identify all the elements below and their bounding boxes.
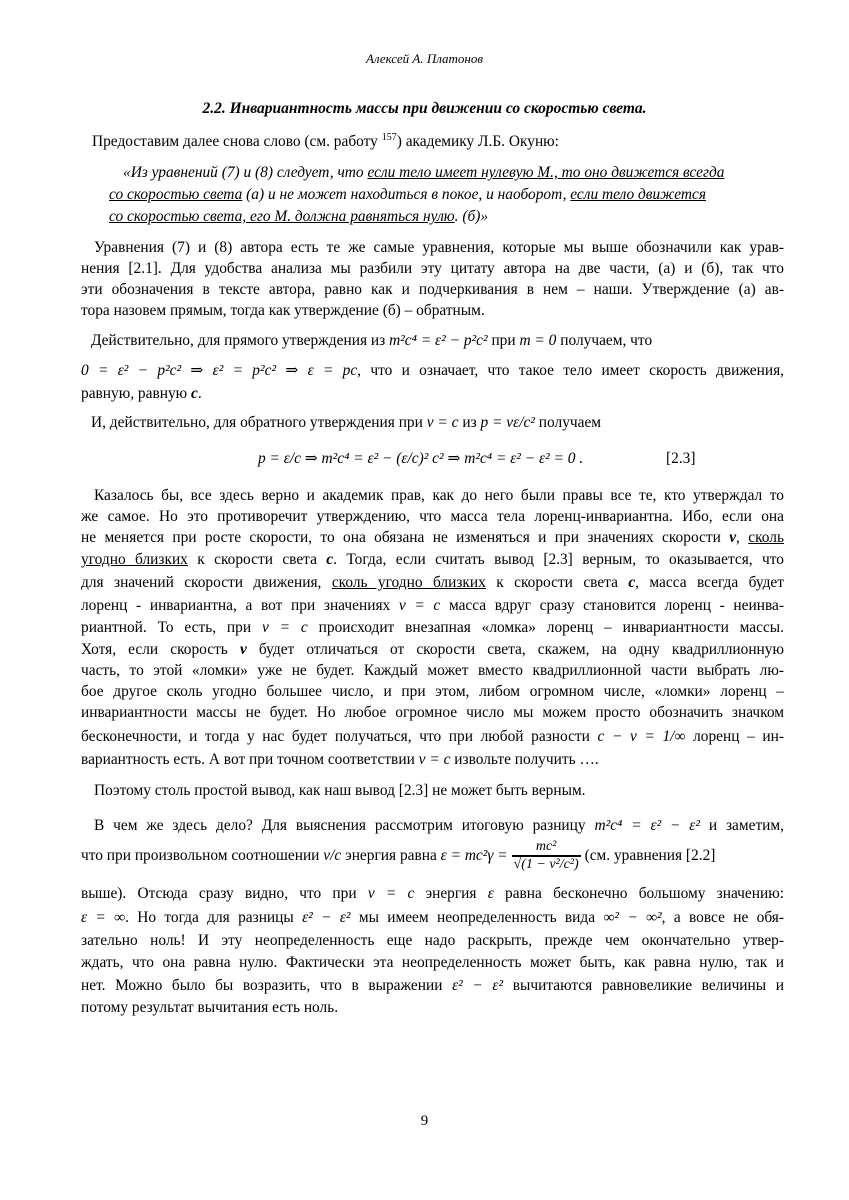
paragraph-5-line-11: инвариантности массы не будет. Но любое огромное число мы можем просто обозначить значком [81, 704, 784, 721]
paragraph-2-line-4: тора назовем прямым, тогда как утверждение (б) – обратным. [81, 302, 485, 319]
paragraph-7-line-7: нет. Можно было бы возразить, что в выражении ε² − ε² вычитаются равновеликие величины и [81, 977, 784, 994]
paragraph-7-line-3: выше). Отсюда сразу видно, что при v = c энергия ε равна бесконечно большому значению: [81, 885, 784, 902]
paragraph-2-line-3: эти обозначения в тексте автора, равно как и подчеркивания в нем – наши. Утверждение (а) ав- [81, 281, 784, 298]
running-header: Алексей А. Платонов [365, 51, 484, 66]
equation-number: [2.3] [666, 450, 696, 467]
reference-superscript: 157 [381, 131, 397, 143]
equation-momentum: p = vε/c² [480, 414, 535, 431]
paragraph-5-line-9: часть, то этой «ломки» уже не будет. Каждый может вместо квадриллионной части выбрать лю- [81, 662, 784, 679]
paragraph-2-line-2: нения [2.1]. Для удобства анализа мы разбили эту цитату автора на две части, (а) и (б), так что [81, 260, 784, 277]
section-title: 2.2. Инвариантность массы при движении со скоростью света. [202, 100, 647, 117]
paragraph-5-line-12: бесконечности, и тогда у нас будет получаться, что при любой разности c − v = 1/∞ лоренц – ин- [81, 728, 784, 745]
equation-energy-momentum: m²c⁴ = ε² − p²c² [389, 332, 488, 349]
paragraph-7-line-2: что при произвольном соотношении v/c энергия равна ε = mc²γ = $\frac{\text{mc²}}{\text{√(1 − v²/c²)}}$ (см. уравнения [2.2] [81, 839, 716, 873]
paragraph-5-line-10: бое другое сколь угодно большее число, и при этом, либом огромном числе, «ломки» лоренц – [81, 683, 784, 700]
quote-line-1: «Из уравнений (7) и (8) следует, что если тело имеет нулевую М., то оно движется всегда [123, 164, 725, 181]
paragraph-6: Поэтому столь простой вывод, как наш вывод [2.3] не может быть верным. [94, 782, 586, 799]
paragraph-7-line-6: ждать, что она равна нулю. Фактически эта неопределенность может быть, как равна нулю, так и [81, 954, 784, 971]
paragraph-2-line-1: Уравнения (7) и (8) автора есть те же самые уравнения, которые мы выше обозначили как урав- [94, 239, 784, 256]
paragraph-5-line-8: Хотя, если скорость v будет отличаться от скорости света, скажем, на одну квадриллионную [81, 641, 784, 658]
paragraph-5-line-13: вариантность есть. А вот при точном соответствии v = c извольте получить …. [81, 751, 599, 768]
paragraph-5-line-4: угодно близких к скорости света c. Тогда, если считать вывод [2.3] верным, то оказывается, что [81, 551, 784, 568]
paragraph-5-line-2: же самое. Но это противоречит утверждению, что масса тела лоренц-инвариантна. Ибо, если она [81, 508, 784, 525]
paragraph-5-line-6: лоренц - инвариантна, а вот при значениях v = c масса вдруг сразу становится лоренц - неинва- [81, 597, 784, 614]
energy-fraction: $\frac{\text{mc²}}{\text{√(1 − v²/c²)}}$ [513, 839, 579, 873]
paragraph-3-line-3: равную, равную c. [81, 385, 202, 402]
quote-line-3: со скоростью света, его М. должна равняться нулю. (б)» [109, 208, 489, 225]
page-number: 9 [420, 1113, 429, 1129]
paragraph-7-line-4: ε = ∞. Но тогда для разницы ε² − ε² мы имеем неопределенность вида ∞² − ∞², а вовсе не обя- [81, 909, 784, 926]
paragraph-5-line-7: риантной. То есть, при v = c происходит внезапная «ломка» лоренц – инвариантности массы. [81, 619, 784, 636]
paragraph-5-line-1: Казалось бы, все здесь верно и академик прав, как до него были правы все те, кто утверждал то [94, 487, 784, 504]
paragraph-7-line-1: В чем же здесь дело? Для выяснения рассмотрим итоговую разницу m²c⁴ = ε² − ε² и заметим, [94, 817, 784, 834]
equation-zero-mass: m = 0 [519, 332, 557, 349]
paragraph-intro: Предоставим далее снова слово (см. работу $^{157}$) академику Л.Б. Окуню: [92, 131, 559, 150]
equation-2-3: p = ε/c ⇒ m²c⁴ = ε² − (ε/c)² c² ⇒ m²c⁴ = ε² − ε² = 0 . [258, 450, 584, 467]
equation-derivation: 0 = ε² − p²c² ⇒ ε² = p²c² ⇒ ε = pc, [81, 362, 362, 379]
paragraph-5-line-3: не меняется при росте скорости, то она обязана не изменяться и при значениях скорости v, сколь [81, 529, 784, 546]
paragraph-3-line-2: 0 = ε² − p²c² ⇒ ε² = p²c² ⇒ ε = pc, что и означает, что такое тело имеет скорость движения, [81, 362, 784, 379]
paragraph-7-line-8: потому результат вычитания есть ноль. [81, 999, 339, 1016]
paragraph-5-line-5: для значений скорости движения, сколь угодно близких к скорости света c, масса всегда будет [81, 574, 784, 591]
quote-line-2: со скоростью света (а) и не может находиться в покое, и наоборот, если тело движется [109, 186, 707, 203]
paragraph-3-line-1: Действительно, для прямого утверждения из m²c⁴ = ε² − p²c² при m = 0 получаем, что [91, 332, 653, 349]
paragraph-7-line-5: зательно ноль! И эту неопределенность еще надо раскрыть, прежде чем окончательно утвер- [81, 932, 784, 949]
paragraph-4-line-1: И, действительно, для обратного утверждения при v = c из p = vε/c² получаем [91, 414, 602, 431]
